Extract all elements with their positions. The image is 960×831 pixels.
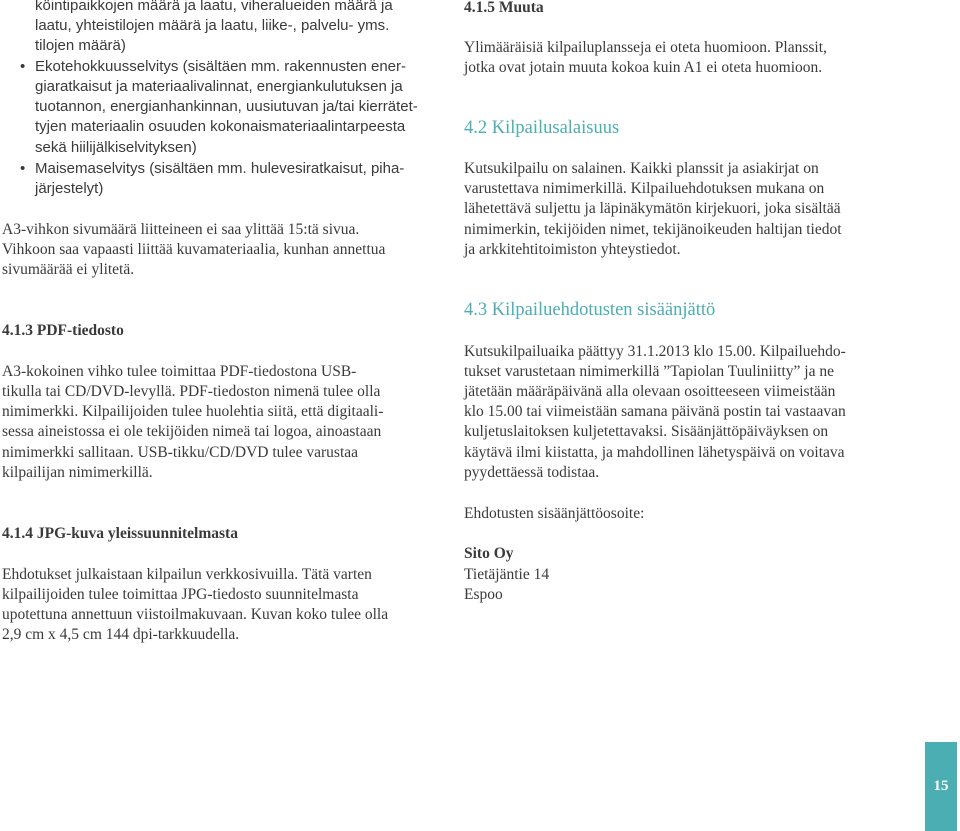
bullet-line: tyjen materiaalin osuuden kokonaismateriaalintarpeesta: [35, 118, 406, 135]
bullet-line: sekä hiilijälkiselvityksen): [35, 139, 197, 156]
pdf-paragraph-line: A3-kokoinen vihko tulee toimittaa PDF-tiedostona USB-: [2, 363, 357, 380]
submission-paragraph-line: jätetään määräpäivänä alla olevaan osoitteeseen viimeistään: [464, 383, 836, 400]
pdf-paragraph-line: nimimerkki. Kilpailijoiden tulee huolehtia siitä, että digitaali-: [2, 403, 384, 420]
list-continuation-line: tilojen määrä): [35, 37, 126, 54]
address-city: Espoo: [464, 586, 503, 603]
submission-paragraph-line: kuljetuslaitoksen kuljetettavaksi. Sisäänjättöpäiväyksen on: [464, 423, 829, 440]
jpg-paragraph-line: 2,9 cm x 4,5 cm 144 dpi-tarkkuudella.: [2, 626, 240, 643]
bullet-marker: •: [20, 160, 26, 177]
bullet-marker: •: [20, 58, 26, 75]
other-paragraph-line: jotka ovat jotain muuta kokoa kuin A1 ei oteta huomioon.: [464, 59, 823, 76]
jpg-paragraph-line: kilpailijoiden tulee toimittaa JPG-tiedosto suunnitelmasta: [2, 586, 359, 603]
bullet-line: Maisemaselvitys (sisältäen mm. hulevesiratkaisut, piha-: [35, 160, 405, 177]
secrecy-paragraph-line: ja arkkitehtitoimiston yhteystiedot.: [464, 241, 681, 258]
address-company: Sito Oy: [464, 545, 514, 562]
submission-paragraph-line: pyydettäessä todistaa.: [464, 464, 600, 481]
bullet-line: tuotannon, energianhankinnan, uusiutuvan ja/tai kierrätet-: [35, 98, 418, 115]
secrecy-paragraph-line: lähetettävä suljettu ja läpinäkymätön kirjekuori, joka sisältää: [464, 200, 841, 217]
submission-paragraph-line: tukset varustetaan nimimerkillä ”Tapiolan Tuuliniitty” ja ne: [464, 363, 834, 380]
bullet-line: järjestelyt): [35, 180, 104, 197]
a3-paragraph-line: Vihkoon saa vapaasti liittää kuvamateriaalia, kunhan annettua: [2, 241, 386, 258]
page-number: 15: [925, 742, 957, 831]
a3-paragraph-line: A3-vihkon sivumäärä liitteineen ei saa ylittää 15:tä sivua.: [2, 221, 360, 238]
submission-paragraph-line: Kutsukilpailuaika päättyy 31.1.2013 klo 15.00. Kilpailuehdo-: [464, 343, 846, 360]
bullet-line: giaratkaisut ja materiaalivalinnat, energiankulutuksen ja: [35, 78, 403, 95]
address-label: Ehdotusten sisäänjättöosoite:: [464, 505, 645, 522]
list-continuation-line: köintipaikkojen määrä ja laatu, viheralueiden määrä ja: [35, 0, 393, 14]
bullet-line: Ekotehokkuusselvitys (sisältäen mm. rakennusten ener-: [35, 58, 407, 75]
heading-other: 4.1.5 Muuta: [464, 0, 544, 16]
a3-paragraph-line: sivumäärää ei ylitetä.: [2, 261, 135, 278]
pdf-paragraph-line: tikulla tai CD/DVD-levyllä. PDF-tiedoston nimenä tulee olla: [2, 383, 381, 400]
list-continuation-line: laatu, yhteistilojen määrä ja laatu, liike-, palvelu- yms.: [35, 17, 390, 34]
address-street: Tietäjäntie 14: [464, 566, 550, 583]
other-paragraph-line: Ylimääräisiä kilpailuplansseja ei oteta huomioon. Planssit,: [464, 39, 827, 56]
secrecy-paragraph-line: nimimerkin, tekijöiden nimet, tekijänoikeuden haltijan tiedot: [464, 221, 842, 238]
heading-pdf-file: 4.1.3 PDF-tiedosto: [2, 322, 124, 339]
secrecy-paragraph-line: Kutsukilpailu on salainen. Kaikki planssit ja asiakirjat on: [464, 160, 819, 177]
heading-competition-secrecy: 4.2 Kilpailusalaisuus: [464, 118, 620, 138]
heading-jpg-image: 4.1.4 JPG-kuva yleissuunnitelmasta: [2, 525, 238, 542]
pdf-paragraph-line: sessa aineistossa ei ole tekijöiden nimeä tai logoa, ainoastaan: [2, 423, 382, 440]
secrecy-paragraph-line: varustettava nimimerkillä. Kilpailuehdotuksen mukana on: [464, 180, 825, 197]
heading-submission: 4.3 Kilpailuehdotusten sisäänjättö: [464, 300, 716, 320]
submission-paragraph-line: käytävä ilmi kiistatta, ja mahdollinen lähetyspäivä on voitava: [464, 444, 845, 461]
pdf-paragraph-line: kilpailijan nimimerkillä.: [2, 464, 153, 481]
jpg-paragraph-line: Ehdotukset julkaistaan kilpailun verkkosivuilla. Tätä varten: [2, 566, 372, 583]
submission-paragraph-line: klo 15.00 tai viimeistään samana päivänä postin tai vastaavan: [464, 403, 846, 420]
jpg-paragraph-line: upotettuna annettuun viistoilmakuvaan. Kuvan koko tulee olla: [2, 606, 389, 623]
pdf-paragraph-line: nimimerkki sallitaan. USB-tikku/CD/DVD tulee varustaa: [2, 444, 359, 461]
